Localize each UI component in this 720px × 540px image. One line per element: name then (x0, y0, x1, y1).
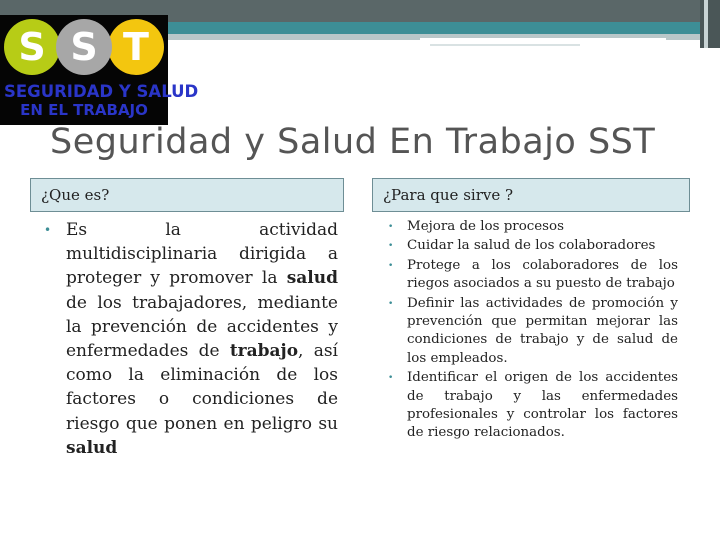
definition-part2: de los trabajadores, mediante la prevención de accidentes y enfermedades de (66, 292, 338, 362)
purpose-list (378, 218, 678, 443)
purpose-item (378, 295, 678, 369)
sst-logo (0, 15, 199, 125)
definition-bold-salud-2: salud (66, 437, 118, 458)
purpose-text: Cuidar la salud de los colaboradores (407, 238, 656, 254)
definition-text (66, 218, 338, 460)
logo-text-line2: EN EL TRABAJO (20, 101, 148, 119)
logo-circle-t: T (108, 19, 164, 75)
left-column-body (30, 218, 338, 460)
bullet-icon: • (388, 298, 394, 309)
logo-text-line1: SEGURIDAD Y SALUD (4, 82, 199, 101)
purpose-item (378, 218, 678, 236)
purpose-item (378, 237, 678, 255)
top-decor-line (430, 44, 580, 46)
purpose-text: Mejora de los procesos (407, 219, 564, 234)
right-column-body (378, 218, 678, 444)
bullet-icon: • (388, 222, 394, 232)
definition-part1: Es la actividad multidisciplinaria dirigida a proteger y promover la (66, 220, 338, 289)
bullet-icon: • (388, 260, 394, 271)
definition-bold-salud: salud (286, 268, 338, 289)
definition-bold-trabajo: trabajo (229, 341, 299, 362)
purpose-item (378, 369, 678, 443)
right-header-label: ¿Para que sirve ? (383, 186, 514, 204)
left-column-header (30, 178, 344, 212)
logo-circle-s2: S (56, 19, 112, 75)
right-column-header (372, 178, 690, 212)
top-decor-line (420, 38, 666, 41)
logo-circle-s1: S (4, 19, 60, 75)
top-corner-block (700, 0, 720, 48)
definition-part3: , así como la eliminación de los factores o condiciones de riesgo que ponen en peligro su (66, 341, 338, 434)
left-header-label: ¿Que es? (41, 186, 110, 204)
definition-item (30, 218, 338, 460)
bullet-icon: • (44, 223, 52, 237)
purpose-item (378, 257, 678, 294)
purpose-text: Definir las actividades de promoción y prevención que permitan mejorar las condiciones de trabajo y de salud de los empleados. (407, 295, 678, 366)
slide-title: Seguridad y Salud En Trabajo SST (50, 122, 656, 162)
purpose-text: Protege a los colaboradores de los riegos asociados a su puesto de trabajo (407, 257, 678, 292)
bullet-icon: • (388, 373, 394, 384)
bullet-icon: • (388, 241, 394, 252)
purpose-text: Identificar el origen de los accidentes de trabajo y las enfermedades profesionales y controlar los factores de riesgo relacionados. (407, 370, 678, 441)
top-corner-stripe (704, 0, 708, 48)
